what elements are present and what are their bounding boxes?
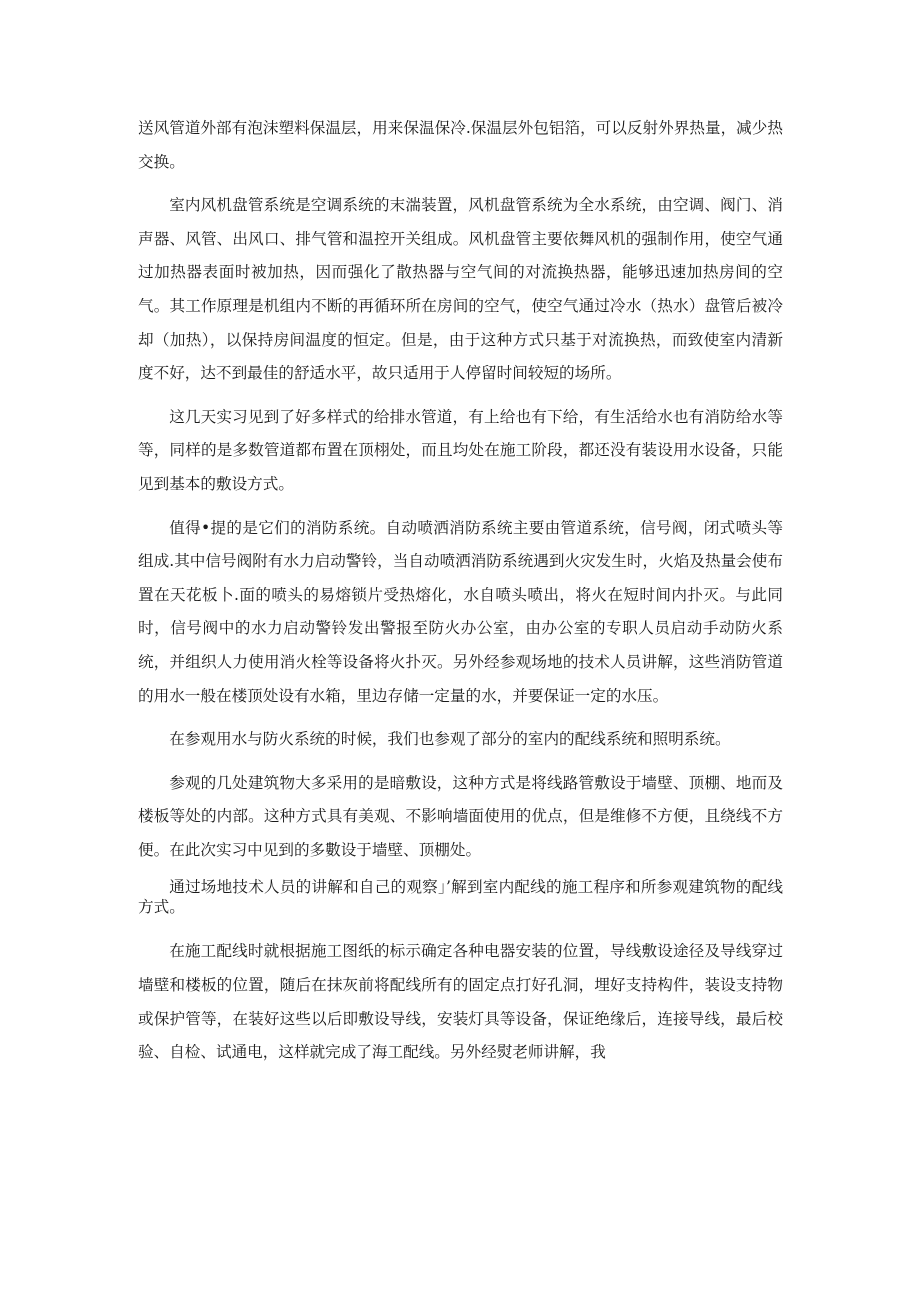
- paragraph-wiring-procedure-intro: 通过场地技术人员的讲解和自己的观察」’解到室内配线的施工程序和所参观建筑物的配线方式。: [138, 878, 783, 917]
- paragraph-concealed-wiring: 参观的几处建筑物大多采用的是暗敷设，这种方式是将线路管敷设于墙壁、顶棚、地而及楼板等处的内部。这种方式具有美观、不影响墙面使用的优点，但是维修不方便，且绕线不方便。在此次实习中见到的多數设于墙壁、顶棚处。: [138, 773, 783, 859]
- paragraph-water-pipes: 这几天实习见到了好多样式的给排水管道，有上给也有下给，有生活给水也有消防给水等等，同样的是多数管道都布置在顶栩处，而且均处在施工阶段，都还没有装设用水设备，只能见到基本的敷设方式。: [138, 407, 783, 493]
- paragraph-fire-system: 值得•提的是它们的消防系统。自动喷洒消防系统主要由管道系统，信号阀，闭式喷头等组成.其中信号阀附有水力启动警铃，当自动喷洒消防系统遇到火灾发生时，火焰及热量会使布置在天花板卜.面的喷头的易熔锁片受热熔化，水自喷头喷出，将火在短时间内扑灭。与此同时，信号阀中的水力启动警铃发出警报至防火办公室，由办公室的专职人员启动手动防火系统，并组织人力使用消火栓等设备将火扑灭。另外经参观场地的技术人员讲解，这些消防管道的用水一般在楼顶处设有水箱，里边存储一定量的水，并要保证一定的水压。: [138, 518, 783, 705]
- document-body: [138, 112, 783, 1080]
- paragraph-fan-coil-system: 室内风机盘管系统是空调系统的末湍装置，风机盘管系统为全水系统，由空调、阀门、消声器、风管、出风口、排气管和温控开关组成。风机盘管主要依舞风机的强制作用，使空气通过加热器表面时被加热，因而强化了散热器与空气间的对流换热器，能够迅速加热房间的空气。其工作原理是机组内不断的再循环所在房间的空气，使空气通过冷水（热水）盘管后被冷却（加热），以保持房间温度的恒定。但是，由于这种方式只基于对流换热，而致使室内清新度不好，达不到最佳的舒适水平，故只适用于人停留时间较短的场所。: [138, 196, 783, 383]
- paragraph-wiring-construction: 在施工配线时就根据施工图纸的标示确定各种电器安装的位置，导线敷设途径及导线穿过墙壁和楼板的位置，随后在抹灰前将配线所有的固定点打好孔洞，埋好支持构件，装设支持物或保护管等，在装好这些以后即敷设导线，安装灯具等设备，保证绝缘后，连接导线，最后校验、自检、试通电，这样就完成了海工配线。另外经熨老师讲解，我: [138, 942, 783, 1062]
- paragraph-insulation: 送风管道外部有泡沫塑料保温层，用来保温保冷.保温层外包铝箔，可以反射外界热量，减少热交换。: [138, 119, 783, 171]
- paragraph-wiring-lighting: 在参观用水与防火系统的时候，我们也参观了部分的室内的配线系统和照明系统。: [169, 730, 731, 749]
